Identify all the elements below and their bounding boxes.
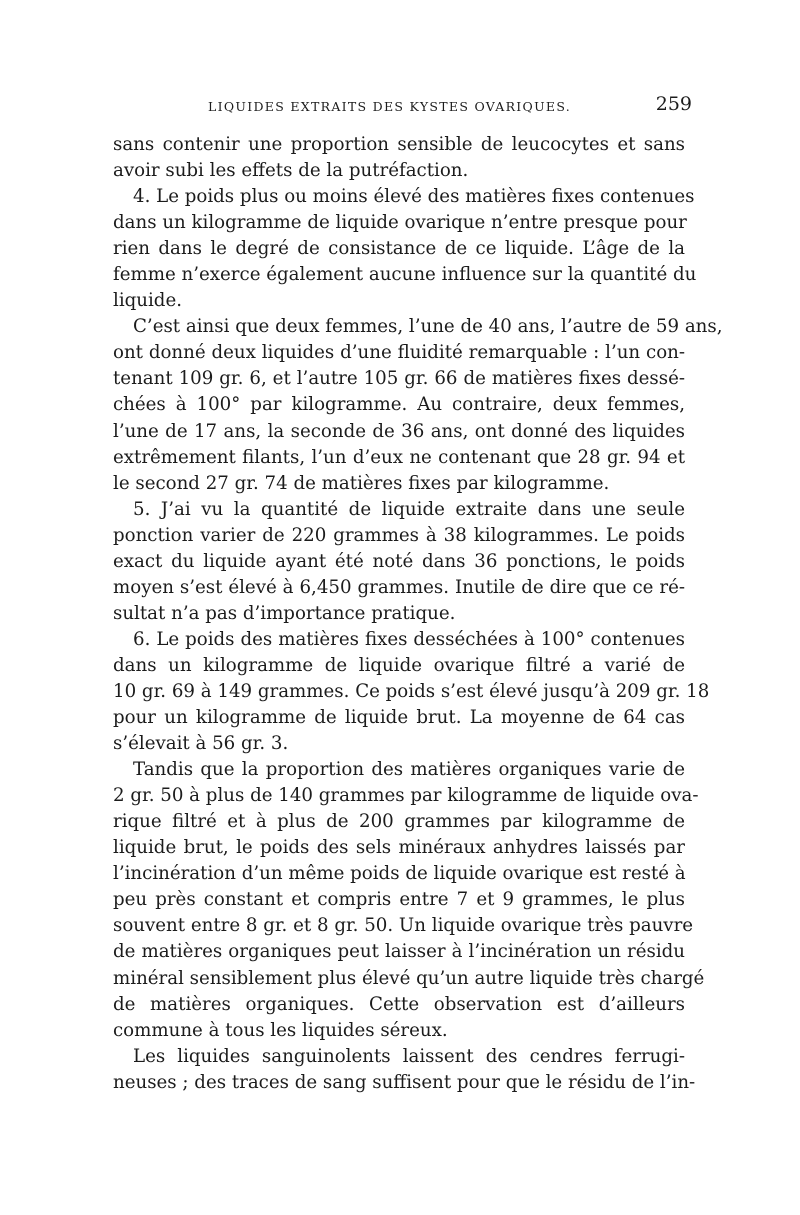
text-line: s’élevait à 56 gr. 3. <box>113 733 289 755</box>
text-line: 10 gr. 69 à 149 grammes. Ce poids s’est élevé jusqu’à 209 gr. 18 <box>113 680 710 702</box>
running-head: LIQUIDES EXTRAITS DES KYSTES OVARIQUES. <box>208 99 572 114</box>
text-line: chées à 100° par kilogramme. Au contraire, deux femmes, <box>113 394 685 416</box>
text-line: liquide brut, le poids des sels minéraux anhydres laissés par <box>113 837 685 859</box>
text-line: neuses ; des traces de sang suffisent pour que le résidu de l’in- <box>113 1071 696 1093</box>
text-line: exact du liquide ayant été noté dans 36 ponctions, le poids <box>113 550 685 572</box>
text-line: l’une de 17 ans, la seconde de 36 ans, ont donné des liquides <box>113 420 685 442</box>
text-line: dans un kilogramme de liquide ovarique n’entre presque pour <box>113 212 687 234</box>
text-line: liquide. <box>113 290 182 312</box>
text-line: avoir subi les effets de la putréfaction. <box>113 160 469 182</box>
text-line: moyen s’est élevé à 6,450 grammes. Inutile de dire que ce ré- <box>113 576 685 598</box>
text-line: dans un kilogramme de liquide ovarique filtré a varié de <box>113 654 685 676</box>
text-line: ponction varier de 220 grammes à 38 kilogrammes. Le poids <box>113 524 685 546</box>
text-line: de matières organiques peut laisser à l’incinération un résidu <box>113 941 685 963</box>
text-line: 2 gr. 50 à plus de 140 grammes par kilogramme de liquide ova- <box>113 785 699 807</box>
text-line: C’est ainsi que deux femmes, l’une de 40 ans, l’autre de 59 ans, <box>133 316 723 338</box>
text-line: l’incinération d’un même poids de liquide ovarique est resté à <box>113 863 686 885</box>
text-line: sans contenir une proportion sensible de leucocytes et sans <box>113 134 685 155</box>
body-text <box>113 132 723 1096</box>
page-number: 259 <box>655 93 692 115</box>
page-header <box>112 93 692 123</box>
text-line: de matières organiques. Cette observation est d’ailleurs <box>113 993 685 1015</box>
text-line: 4. Le poids plus ou moins élevé des matières fixes contenues <box>133 186 695 208</box>
text-line: le second 27 gr. 74 de matières fixes par kilogramme. <box>113 472 610 494</box>
text-line: femme n’exerce également aucune influence sur la quantité du <box>113 264 697 286</box>
text-line: 5. J’ai vu la quantité de liquide extraite dans une seule <box>133 498 685 520</box>
text-line: pour un kilogramme de liquide brut. La moyenne de 64 cas <box>113 707 685 729</box>
text-line: Tandis que la proportion des matières organiques varie de <box>133 759 685 781</box>
text-line: rien dans le degré de consistance de ce liquide. L’âge de la <box>113 238 685 260</box>
text-line: tenant 109 gr. 6, et l’autre 105 gr. 66 de matières fixes dessé- <box>113 368 685 390</box>
text-line: peu près constant et compris entre 7 et 9 grammes, le plus <box>113 889 685 911</box>
text-line: Les liquides sanguinolents laissent des cendres ferrugi- <box>133 1045 685 1067</box>
text-line: extrêmement filants, l’un d’eux ne contenant que 28 gr. 94 et <box>113 446 685 468</box>
text-line: souvent entre 8 gr. et 8 gr. 50. Un liquide ovarique très pauvre <box>113 915 694 937</box>
text-line: minéral sensiblement plus élevé qu’un autre liquide très chargé <box>113 967 705 989</box>
text-line: sultat n’a pas d’importance pratique. <box>113 602 456 624</box>
text-line: commune à tous les liquides séreux. <box>113 1019 448 1041</box>
text-line: ont donné deux liquides d’une fluidité remarquable : l’un con- <box>113 342 685 364</box>
text-line: rique filtré et à plus de 200 grammes par kilogramme de <box>113 811 685 833</box>
text-line: 6. Le poids des matières fixes desséchées à 100° contenues <box>133 628 685 650</box>
